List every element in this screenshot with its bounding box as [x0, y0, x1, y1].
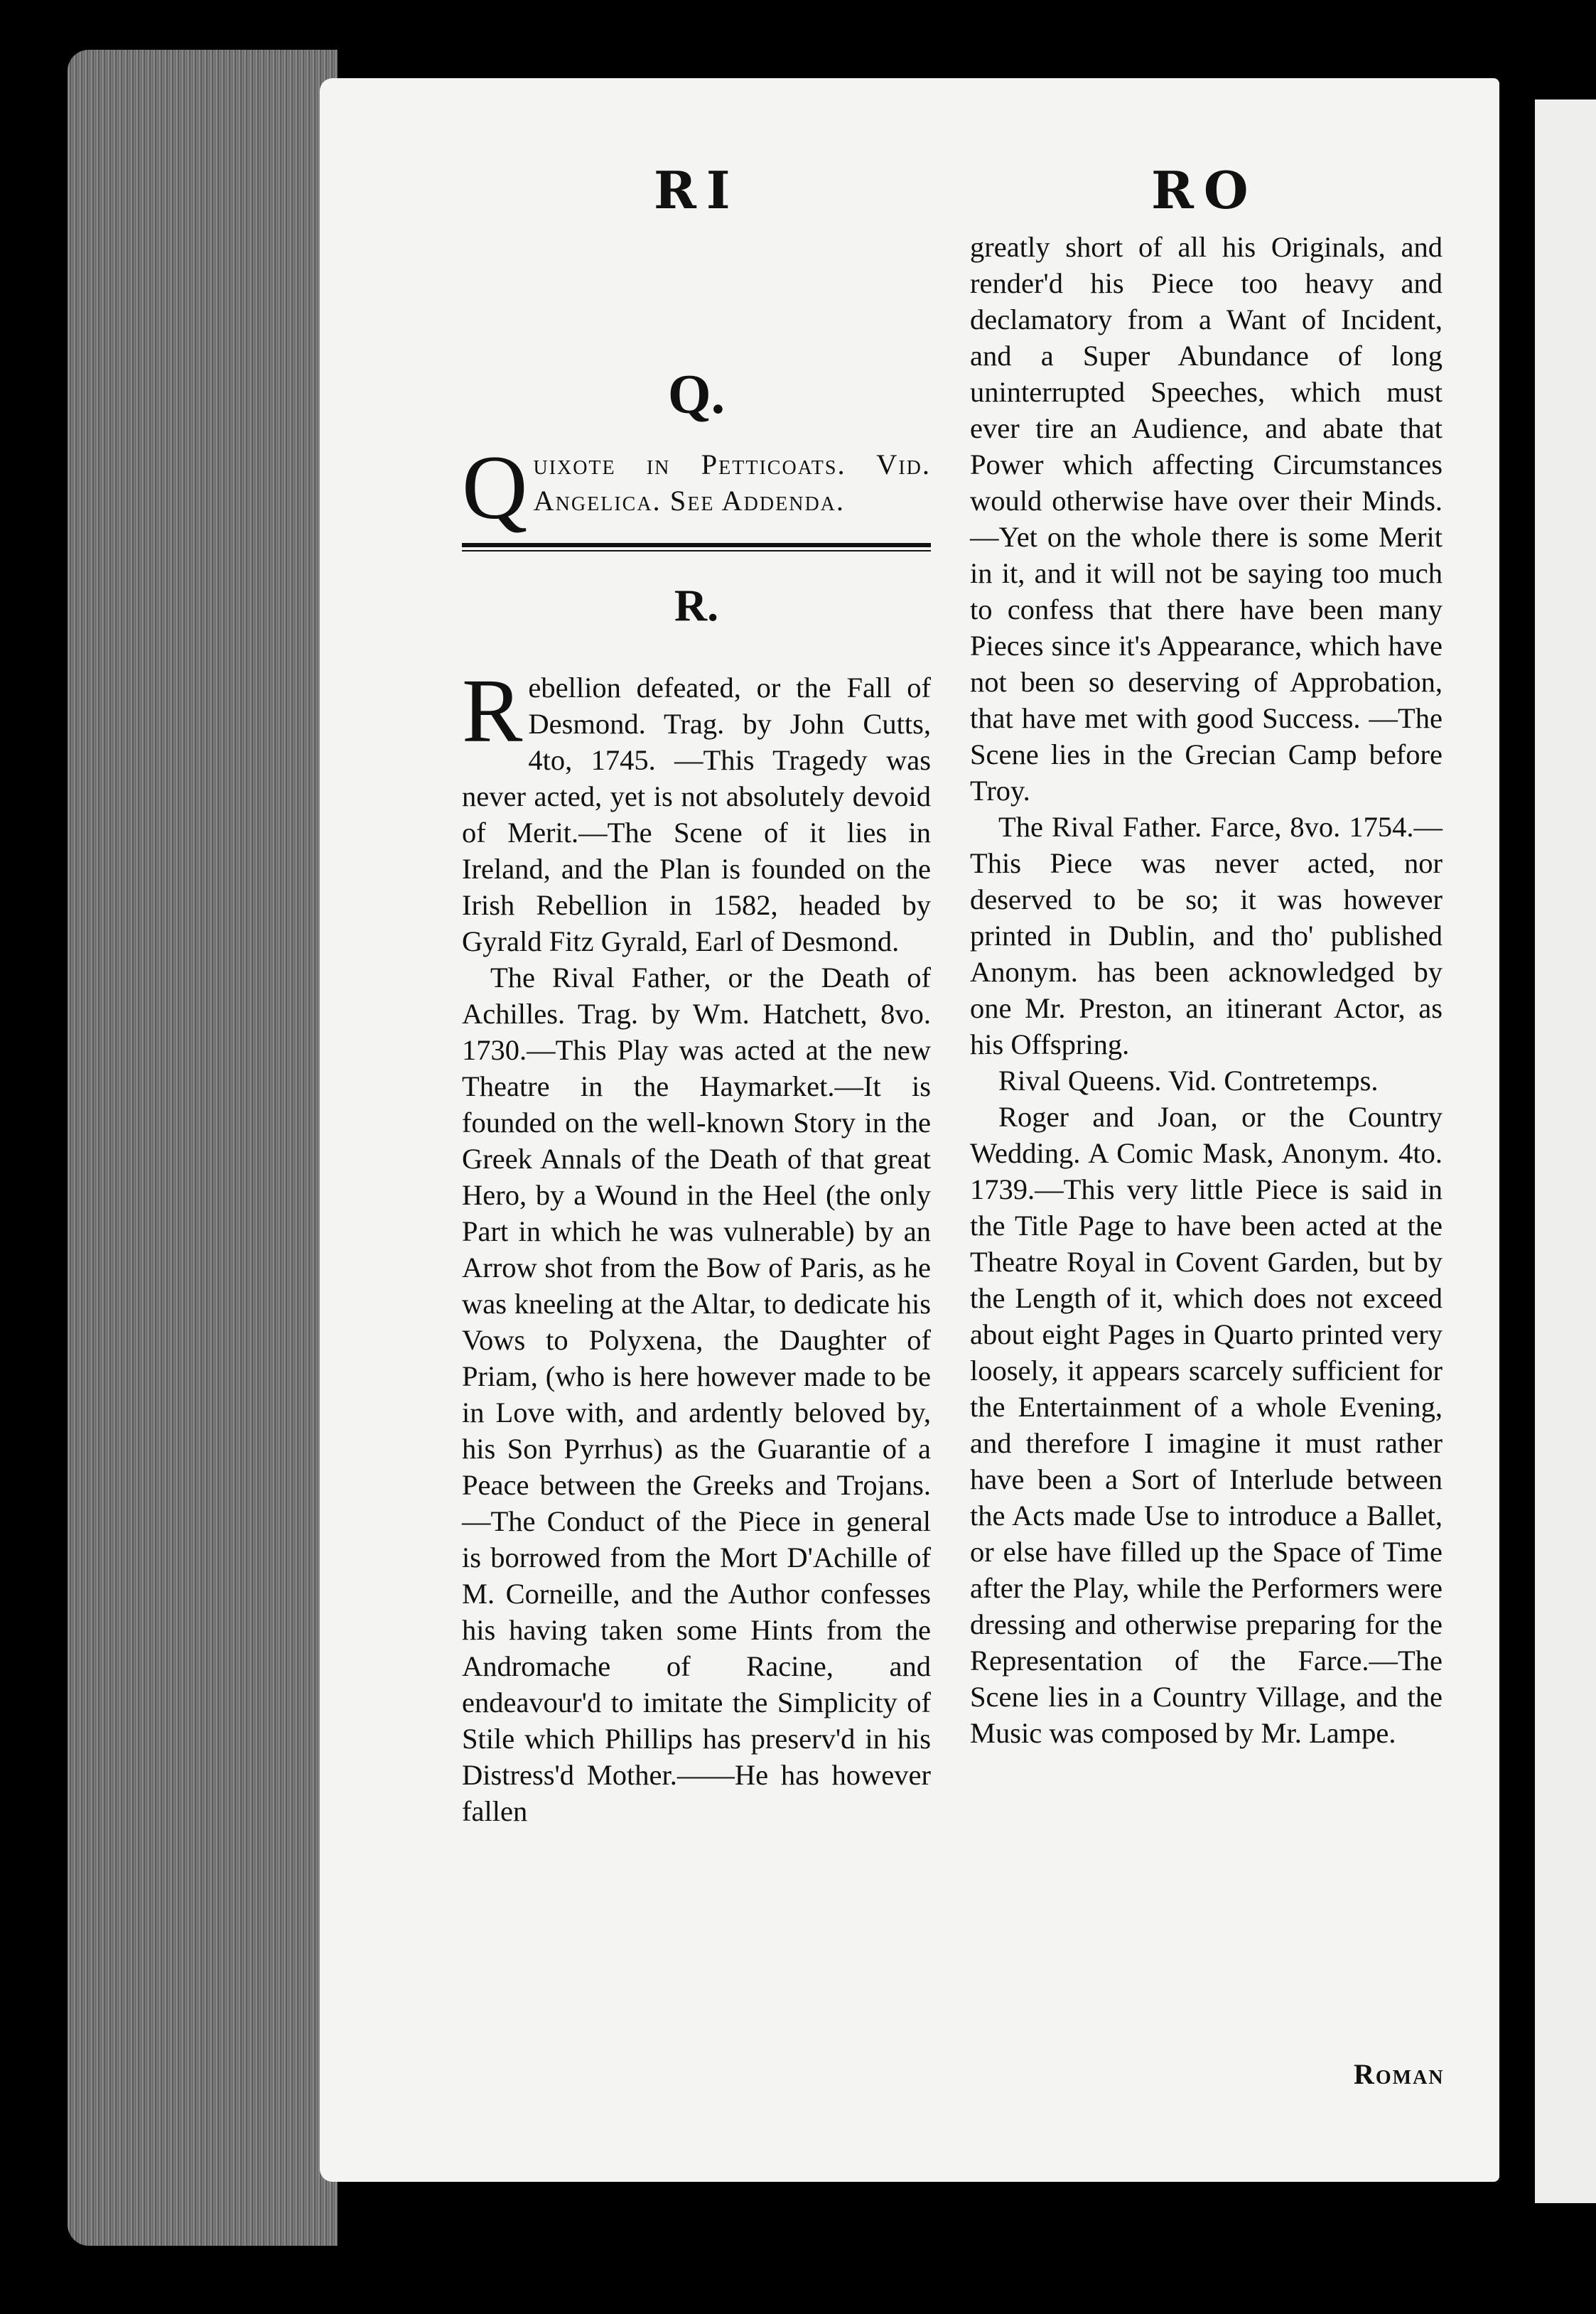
dropcap-q: Q	[462, 437, 528, 538]
entry-rival-father-farce: The Rival Father. Farce, 8vo. 1754.—This Piece was never acted, nor deserved to be so; it was however printed in Dublin, and tho' published Anonym. has been acknowledged by one Mr. Preston, an itinerant Actor, as his Offspring.	[970, 811, 1443, 1060]
section-letter-r: R.	[674, 580, 719, 630]
book-page-edges	[68, 50, 338, 2246]
running-header-right: RO	[1151, 160, 1258, 220]
dropcap-r: R	[462, 660, 523, 761]
entry-quixote	[462, 437, 931, 538]
entry-rival-father-continued: greatly short of all his Originals, and render'd his Piece too heavy and declamatory from a Want of Incident, and a Super Abundance of long uninterrupted Speeches, which must ever tire an Audience, and abate that Power which affecting Circumstances would otherwise have over their Minds. —Yet on the whole there is some Merit in it, and it will not be saying too much to confess that there have been many Pieces since it's Appearance, which have not been so deserving of Approbation, that have met with good Success. —The Scene lies in the Grecian Camp before Troy.	[970, 231, 1443, 807]
entry-rebellion-defeated	[462, 660, 931, 959]
section-divider-rule	[462, 543, 931, 551]
left-column	[462, 362, 931, 1829]
entry-quixote-text: uixote in Petticoats. Vid. Angelica. See Addenda.	[533, 448, 931, 517]
catchword: Roman	[1354, 2058, 1445, 2090]
entry-rival-father-tragedy: The Rival Father, or the Death of Achilles. Trag. by Wm. Hatchett, 8vo. 1730.—This Play was acted at the new Theatre in the Haymarket.—It is founded on the well-known Story in the Greek Annals of the Death of that great Hero, by a Wound in the Heel (the only Part in which he was vulnerable) by an Arrow shot from the Bow of Paris, as he was kneeling at the Altar, to dedicate his Vows to Polyxena, the Daughter of Priam, (who is here however made to be in Love with, and ardently beloved by, his Son Pyrrhus) as the Guarantie of a Peace between the Greeks and Trojans.—The Conduct of the Piece in general is borrowed from the Mort D'Achille of M. Corneille, and the Author confesses his having taken some Hints from the Andromache of Racine, and endeavour'd to imitate the Simplicity of Stile which Phillips has preserv'd in his Distress'd Mother.——He has however fallen	[462, 962, 931, 1827]
right-column	[970, 229, 1443, 1751]
running-header-left: RI	[654, 160, 740, 220]
section-letter-q: Q.	[667, 363, 726, 425]
entry-roger-and-joan: Roger and Joan, or the Country Wedding. A Comic Mask, Anonym. 4to. 1739.—This very little Piece is said in the Title Page to have been acted at the Theatre Royal in Covent Garden, but by the Length of it, which does not exceed about eight Pages in Quarto printed very loosely, it appears scarcely sufficient for the Entertainment of a whole Evening, and therefore I imagine it must rather have been a Sort of Interlude between the Acts made Use to introduce a Ballet, or else have filled up the Space of Time after the Play, while the Performers were dressing and otherwise preparing for the Representation of the Farce.—The Scene lies in a Country Village, and the Music was composed by Mr. Lampe.	[970, 1101, 1443, 1749]
entry-rebellion-text: ebellion defeated, or the Fall of Desmond. Trag. by John Cutts, 4to, 1745. —This Tragedy was never acted, yet is not absolutely devoid of Merit.—The Scene of it lies in Ireland, and the Plan is founded on the Irish Rebellion in 1582, headed by Gyrald Fitz Gyrald, Earl of Desmond.	[462, 672, 931, 957]
facing-page-edge	[1535, 99, 1596, 2203]
entry-rival-queens: Rival Queens. Vid. Contretemps.	[998, 1065, 1379, 1097]
